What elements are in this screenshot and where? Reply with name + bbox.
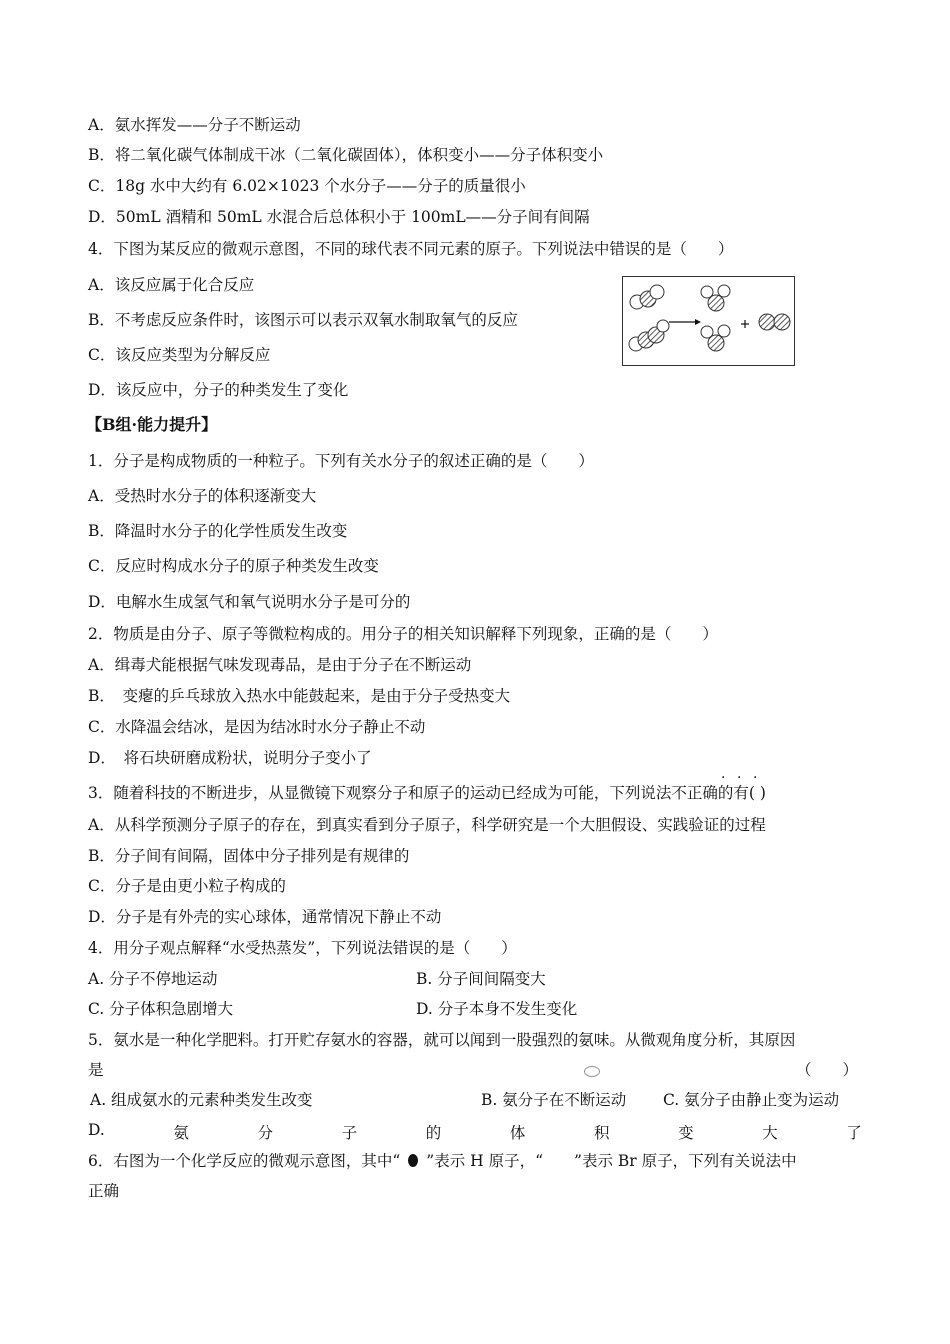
product-molecule-o2 — [759, 314, 790, 330]
emphasis-dot: · — [737, 770, 742, 786]
b5-d-char: D. — [88, 1121, 105, 1139]
q3-option-d: D．50mL 酒精和 50mL 水混合后总体积小于 100mL——分子间有间隔 — [88, 208, 590, 226]
b3-option-a: A．从科学预测分子原子的存在，到真实看到分子原子，科学研究是一个大胆假设、实践验证的过程 — [88, 816, 766, 834]
b4-option-row-1 — [88, 969, 546, 989]
b2-stem: 2．物质是由分子、原子等微粒构成的。用分子的相关知识解释下列现象，正确的是（ ） — [88, 625, 718, 643]
emphasis-dot: · — [721, 770, 726, 786]
q4-option-b: B．不考虑反应条件时，该图示可以表示双氧水制取氧气的反应 — [88, 311, 518, 329]
reactant-molecule-1 — [630, 285, 664, 309]
b5-option-d — [88, 1121, 862, 1143]
b2-option-c: C．水降温会结冰，是因为结冰时水分子静止不动 — [88, 718, 426, 736]
b6-stem-part-1: 6．右图为一个化学反应的微观示意图，其中“ — [88, 1152, 401, 1170]
b6-stem-part-2: ”表示 H 原子，“ ”表示 Br 原子，下列有关说法中 — [426, 1152, 797, 1170]
q4-option-a: A．该反应属于化合反应 — [88, 276, 255, 294]
b4-option-b: B. 分子间间隔变大 — [416, 970, 546, 988]
b5-d-char: 分 — [257, 1124, 274, 1142]
plus-icon — [741, 320, 749, 328]
product-molecule-2 — [701, 325, 730, 351]
emphasis-dot: · — [753, 770, 758, 786]
b4-option-row-2 — [88, 999, 578, 1019]
q4-option-d: D．该反应中，分子的种类发生了变化 — [88, 381, 349, 399]
b2-option-a: A．缉毒犬能根据气味发现毒品，是由于分子在不断运动 — [88, 656, 472, 674]
b5-option-a: A. 组成氨水的元素种类发生改变 — [90, 1091, 313, 1109]
b3-option-b: B．分子间有间隔，固体中分子排列是有规律的 — [88, 847, 410, 865]
arrow-icon — [669, 319, 701, 325]
b3-stem: 3．随着科技的不断进步，从显微镜下观察分子和原子的运动已经成为可能，下列说法不正确的有( ) — [88, 784, 766, 802]
reactant-molecule-2 — [629, 320, 669, 351]
b5-d-char: 变 — [678, 1124, 694, 1142]
b3-option-c: C．分子是由更小粒子构成的 — [88, 877, 286, 895]
h-atom-icon — [408, 1154, 418, 1167]
b2-option-d: D． 将石块研磨成粉状，说明分子变小了 — [88, 749, 372, 767]
b5-option-b: B. 氨分子在不断运动 — [481, 1091, 627, 1109]
reaction-diagram — [622, 276, 795, 366]
b5-answer-paren: （ ） — [796, 1061, 859, 1079]
q3-option-a: A．氨水挥发——分子不断运动 — [88, 116, 301, 134]
b5-stem-line-1: 5．氨水是一种化学肥料。打开贮存氨水的容器，就可以闻到一股强烈的氨味。从微观角度分析，其原因 — [88, 1031, 796, 1049]
b1-option-c: C．反应时构成水分子的原子种类发生改变 — [88, 557, 379, 575]
reaction-diagram-svg — [623, 277, 794, 365]
b4-option-d: D. 分子本身不发生变化 — [416, 1000, 578, 1018]
b5-option-c: C. 氨分子由静止变为运动 — [663, 1091, 840, 1109]
b5-d-char: 氨 — [173, 1124, 189, 1142]
b5-d-char: 体 — [509, 1124, 526, 1142]
b6-stem-line-1 — [88, 1151, 797, 1171]
b1-option-d: D．电解水生成氢气和氧气说明水分子是可分的 — [88, 593, 411, 611]
b5-stem-line-2: 是 — [88, 1061, 104, 1079]
b2-option-b: B． 变瘪的乒乓球放入热水中能鼓起来，是由于分子受热变大 — [88, 687, 511, 705]
b4-option-a: A. 分子不停地运动 — [88, 970, 218, 988]
b1-option-b: B．降温时水分子的化学性质发生改变 — [88, 522, 348, 540]
b6-stem-line-2: 正确 — [88, 1182, 120, 1200]
b5-d-char: 的 — [425, 1124, 442, 1142]
q3-option-c: C．18g 水中大约有 6.02×1023 个水分子——分子的质量很小 — [88, 177, 526, 195]
b1-stem: 1．分子是构成物质的一种粒子。下列有关水分子的叙述正确的是（ ） — [88, 452, 594, 470]
section-b-title: 【B组·能力提升】 — [86, 415, 218, 434]
b5-d-char: 了 — [846, 1124, 862, 1142]
b3-option-d: D．分子是有外壳的实心球体，通常情况下静止不动 — [88, 908, 442, 926]
b1-option-a: A．受热时水分子的体积逐渐变大 — [88, 487, 317, 505]
small-oval-mark — [584, 1066, 600, 1077]
b5-d-char: 子 — [341, 1124, 358, 1142]
b4-stem: 4．用分子观点解释“水受热蒸发”，下列说法错误的是（ ） — [88, 939, 517, 957]
q4-option-c: C．该反应类型为分解反应 — [88, 346, 271, 364]
b5-d-char: 积 — [594, 1124, 610, 1142]
q4-stem: 4．下图为某反应的微观示意图，不同的球代表不同元素的原子。下列说法中错误的是（ ） — [88, 240, 734, 258]
b4-option-c: C. 分子体积急剧增大 — [88, 1000, 234, 1018]
q3-option-b: B．将二氧化碳气体制成干冰（二氧化碳固体），体积变小——分子体积变小 — [88, 146, 604, 164]
product-molecule-1 — [701, 285, 730, 311]
b5-d-char: 大 — [762, 1124, 778, 1142]
